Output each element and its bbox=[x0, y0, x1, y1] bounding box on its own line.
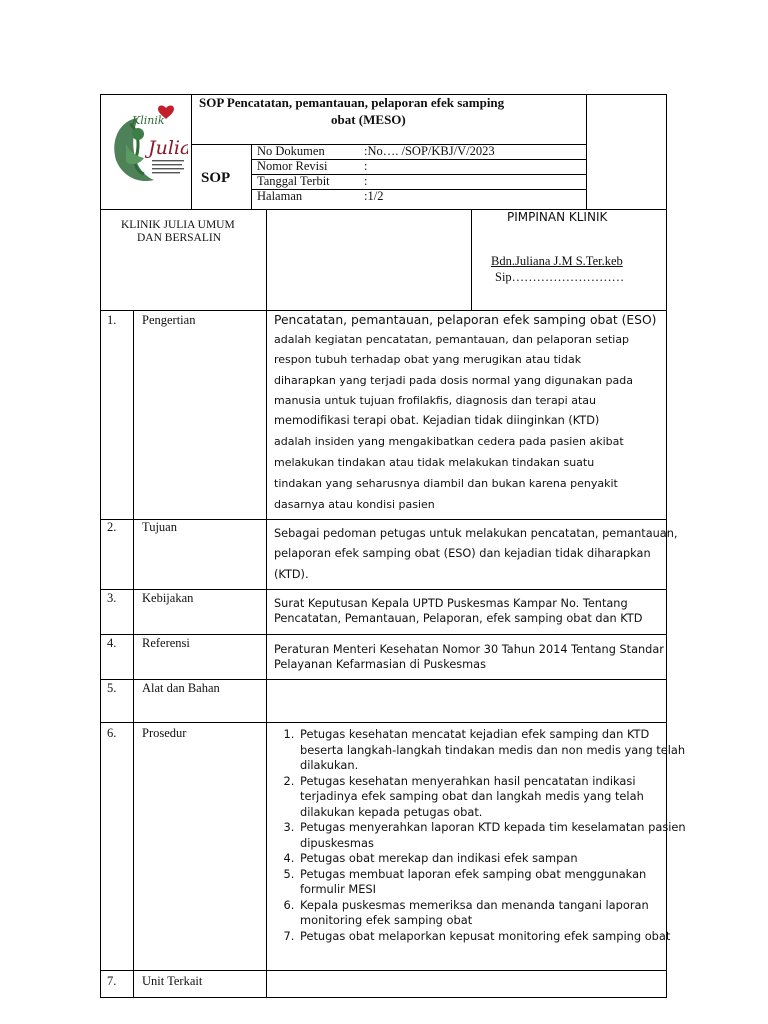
text-line: (KTD). bbox=[274, 568, 309, 581]
border bbox=[100, 997, 667, 998]
row-number: 6. bbox=[107, 726, 117, 740]
text-line: dasarnya atau kondisi pasien bbox=[274, 498, 435, 511]
procedure-list bbox=[276, 727, 690, 944]
border bbox=[251, 144, 252, 209]
procedure-step-text: Petugas membuat laporan efek samping obat menggunakan formulir MESI bbox=[300, 866, 647, 896]
procedure-step-text: Petugas obat merekap dan indikasi efek sampan bbox=[300, 851, 578, 865]
border bbox=[266, 209, 267, 998]
row-label-pengertian: Pengertian bbox=[142, 313, 196, 327]
meta-label-issue-date: Tanggal Terbit bbox=[257, 174, 330, 188]
text-line: respon tubuh terhadap obat yang merugikan atau tidak bbox=[274, 353, 582, 366]
text-line: melakukan tindakan atau tidak melakukan tindakan suatu bbox=[274, 456, 595, 469]
meta-label-page: Halaman bbox=[257, 189, 303, 203]
border bbox=[100, 519, 667, 520]
leader-sip: Sip……………………… bbox=[495, 270, 625, 284]
border bbox=[100, 310, 667, 311]
svg-text:Julia: Julia bbox=[148, 137, 188, 159]
meta-value-revision: : bbox=[364, 159, 368, 173]
procedure-step bbox=[298, 727, 690, 774]
clinic-name-line-2: DAN BERSALIN bbox=[137, 232, 222, 244]
procedure-step bbox=[298, 820, 690, 851]
row-number: 2. bbox=[107, 520, 117, 534]
meta-label-revision: Nomor Revisi bbox=[257, 159, 328, 173]
procedure-step-text: Petugas kesehatan mencatat kejadian efek samping dan KTD beserta langkah-langkah tindakan medis dan non medis yang telah dilakukan. bbox=[300, 727, 686, 772]
leader-title: PIMPINAN KLINIK bbox=[507, 210, 608, 224]
document-title-line-1: SOP Pencatatan, pemantauan, pelaporan efek samping bbox=[199, 95, 505, 110]
procedure-step-text: Petugas menyerahkan laporan KTD kepada tim keselamatan pasien dipuskesmas bbox=[300, 820, 686, 850]
row-label-referensi: Referensi bbox=[142, 636, 190, 650]
procedure-step bbox=[298, 851, 690, 867]
row-number: 1. bbox=[107, 313, 117, 327]
text-line: memodifikasi terapi obat. Kejadian tidak diinginkan (KTD) bbox=[274, 414, 600, 427]
text-line: Sebagai pedoman petugas untuk melakukan pencatatan, pemantauan, bbox=[274, 527, 678, 540]
procedure-step bbox=[298, 774, 690, 821]
row-label-prosedur: Prosedur bbox=[142, 726, 187, 740]
text-line: Pencatatan, Pemantauan, Pelaporan, efek samping obat dan KTD bbox=[274, 612, 643, 625]
meta-value-issue-date: : bbox=[364, 174, 368, 188]
row-number: 3. bbox=[107, 591, 117, 605]
row-label-unit-terkait: Unit Terkait bbox=[142, 974, 203, 988]
clinic-logo bbox=[104, 100, 188, 196]
border bbox=[100, 94, 101, 998]
text-line: Peraturan Menteri Kesehatan Nomor 30 Tahun 2014 Tentang Standar bbox=[274, 643, 664, 656]
meta-label-doc-number: No Dokumen bbox=[257, 144, 325, 158]
procedure-step-text: Petugas obat melaporkan kepusat monitoring efek samping obat bbox=[300, 928, 671, 943]
clinic-name-line-1: KLINIK JULIA UMUM bbox=[121, 219, 235, 231]
clinic-logo-icon bbox=[104, 100, 188, 196]
text-line: Pelayanan Kefarmasian di Puskesmas bbox=[274, 658, 486, 671]
border bbox=[191, 94, 192, 209]
row-label-tujuan: Tujuan bbox=[142, 520, 177, 534]
meta-value-doc-number: :No…. /SOP/KBJ/V/2023 bbox=[364, 144, 495, 158]
document-title-line-2: obat (MESO) bbox=[331, 112, 406, 127]
border bbox=[100, 679, 667, 680]
procedure-step-text: Kepala puskesmas memeriksa dan menanda tangani laporan monitoring efek samping obat bbox=[300, 897, 649, 927]
meta-value-page: :1/2 bbox=[364, 189, 384, 203]
procedure-step-text: Petugas kesehatan menyerahkan hasil pencatatan indikasi terjadinya efek samping obat dan langkah medis yang telah dilakukan kepada petugas obat. bbox=[300, 773, 644, 819]
procedure-step bbox=[298, 867, 690, 898]
text-line: pelaporan efek samping obat (ESO) dan kejadian tidak diharapkan bbox=[274, 547, 651, 560]
procedure-step bbox=[298, 929, 690, 945]
svg-text:Klinik: Klinik bbox=[132, 114, 165, 127]
border bbox=[133, 310, 134, 998]
row-number: 7. bbox=[107, 974, 117, 988]
border bbox=[471, 209, 472, 310]
text-line: Pencatatan, pemantauan, pelaporan efek samping obat (ESO) bbox=[274, 313, 657, 327]
border bbox=[100, 634, 667, 635]
text-line: adalah insiden yang mengakibatkan cedera pada pasien akibat bbox=[274, 435, 624, 448]
row-label-alat-bahan: Alat dan Bahan bbox=[142, 681, 220, 695]
text-line: Surat Keputusan Kepala UPTD Puskesmas Kampar No. Tentang bbox=[274, 597, 628, 610]
row-label-kebijakan: Kebijakan bbox=[142, 591, 194, 605]
leader-name: Bdn.Juliana J.M S.Ter.keb bbox=[491, 254, 623, 268]
sop-label: SOP bbox=[201, 170, 231, 186]
text-line: adalah kegiatan pencatatan, pemantauan, dan pelaporan setiap bbox=[274, 333, 630, 346]
text-line: manusia untuk tujuan frofilakfis, diagnosis dan terapi atau bbox=[274, 394, 596, 407]
row-number: 5. bbox=[107, 681, 117, 695]
procedure-step bbox=[298, 898, 690, 929]
border bbox=[100, 589, 667, 590]
border bbox=[100, 970, 667, 971]
border bbox=[100, 722, 667, 723]
row-number: 4. bbox=[107, 636, 117, 650]
text-line: tindakan yang seharusnya diambil dan bukan karena penyakit bbox=[274, 477, 618, 490]
text-line: diharapkan yang terjadi pada dosis normal yang digunakan pada bbox=[274, 374, 633, 387]
border bbox=[586, 94, 587, 209]
